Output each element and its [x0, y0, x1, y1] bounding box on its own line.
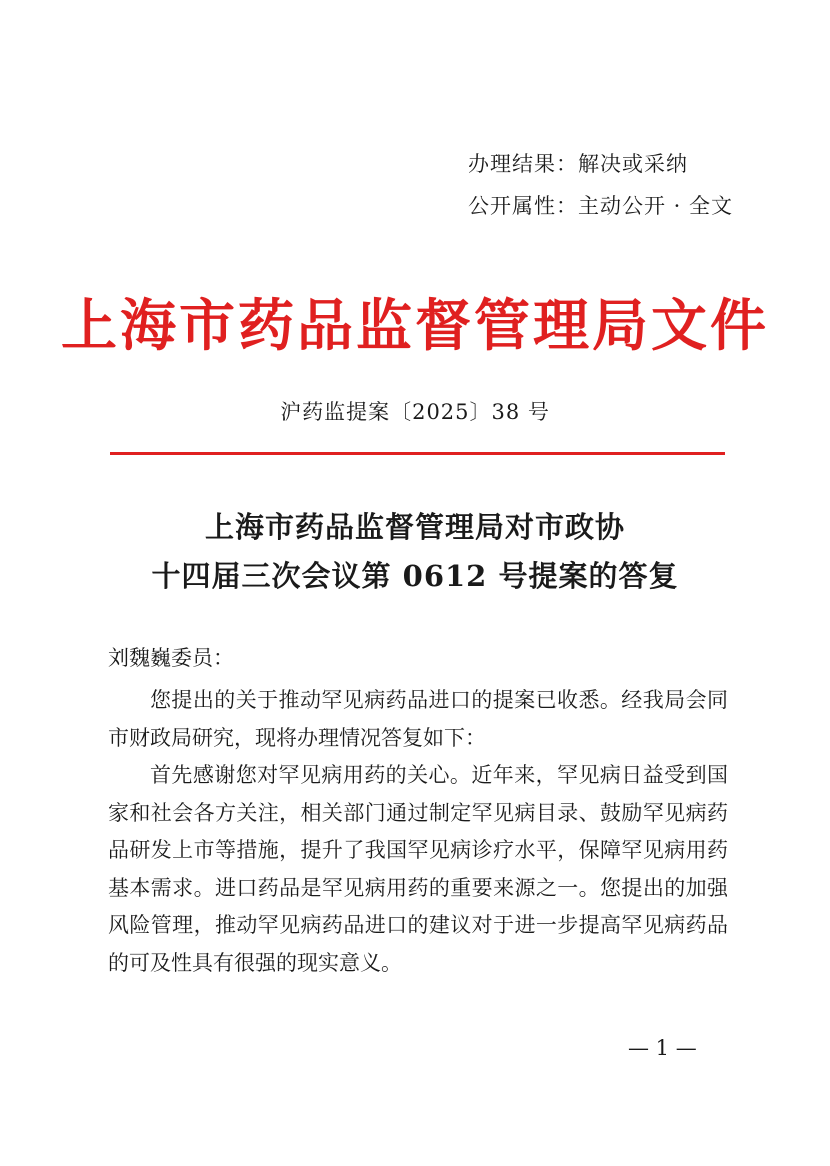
- red-divider-line: [110, 452, 725, 455]
- salutation: 刘魏巍委员：: [108, 646, 234, 670]
- document-number: 沪药监提案〔2025〕38 号: [280, 400, 550, 424]
- agency-letterhead-title: 上海市药品监督管理局文件: [61, 293, 769, 359]
- handling-result: 办理结果：解决或采纳: [468, 152, 688, 176]
- document-title-line-2: 十四届三次会议第 0612 号提案的答复: [151, 559, 679, 593]
- page-number: — 1 —: [628, 1036, 697, 1060]
- body-paragraph-1: 您提出的关于推动罕见病药品进口的提案已收悉。经我局会同市财政局研究，现将办理情况答复如下：: [108, 688, 728, 750]
- disclosure-attribute: 公开属性：主动公开 · 全文: [468, 194, 734, 218]
- document-title-line-1: 上海市药品监督管理局对市政协: [204, 510, 625, 544]
- body-paragraph-2: 首先感谢您对罕见病用药的关心。近年来，罕见病日益受到国家和社会各方关注，相关部门通过制定罕见病目录、鼓励罕见病药品研发上市等措施，提升了我国罕见病诊疗水平，保障罕见病用药基本需求。进口药品是罕见病用药的重要来源之一。您提出的加强风险管理，推动罕见病药品进口的建议对于进一步提高罕见病药品的可及性具有很强的现实意义。: [108, 763, 728, 975]
